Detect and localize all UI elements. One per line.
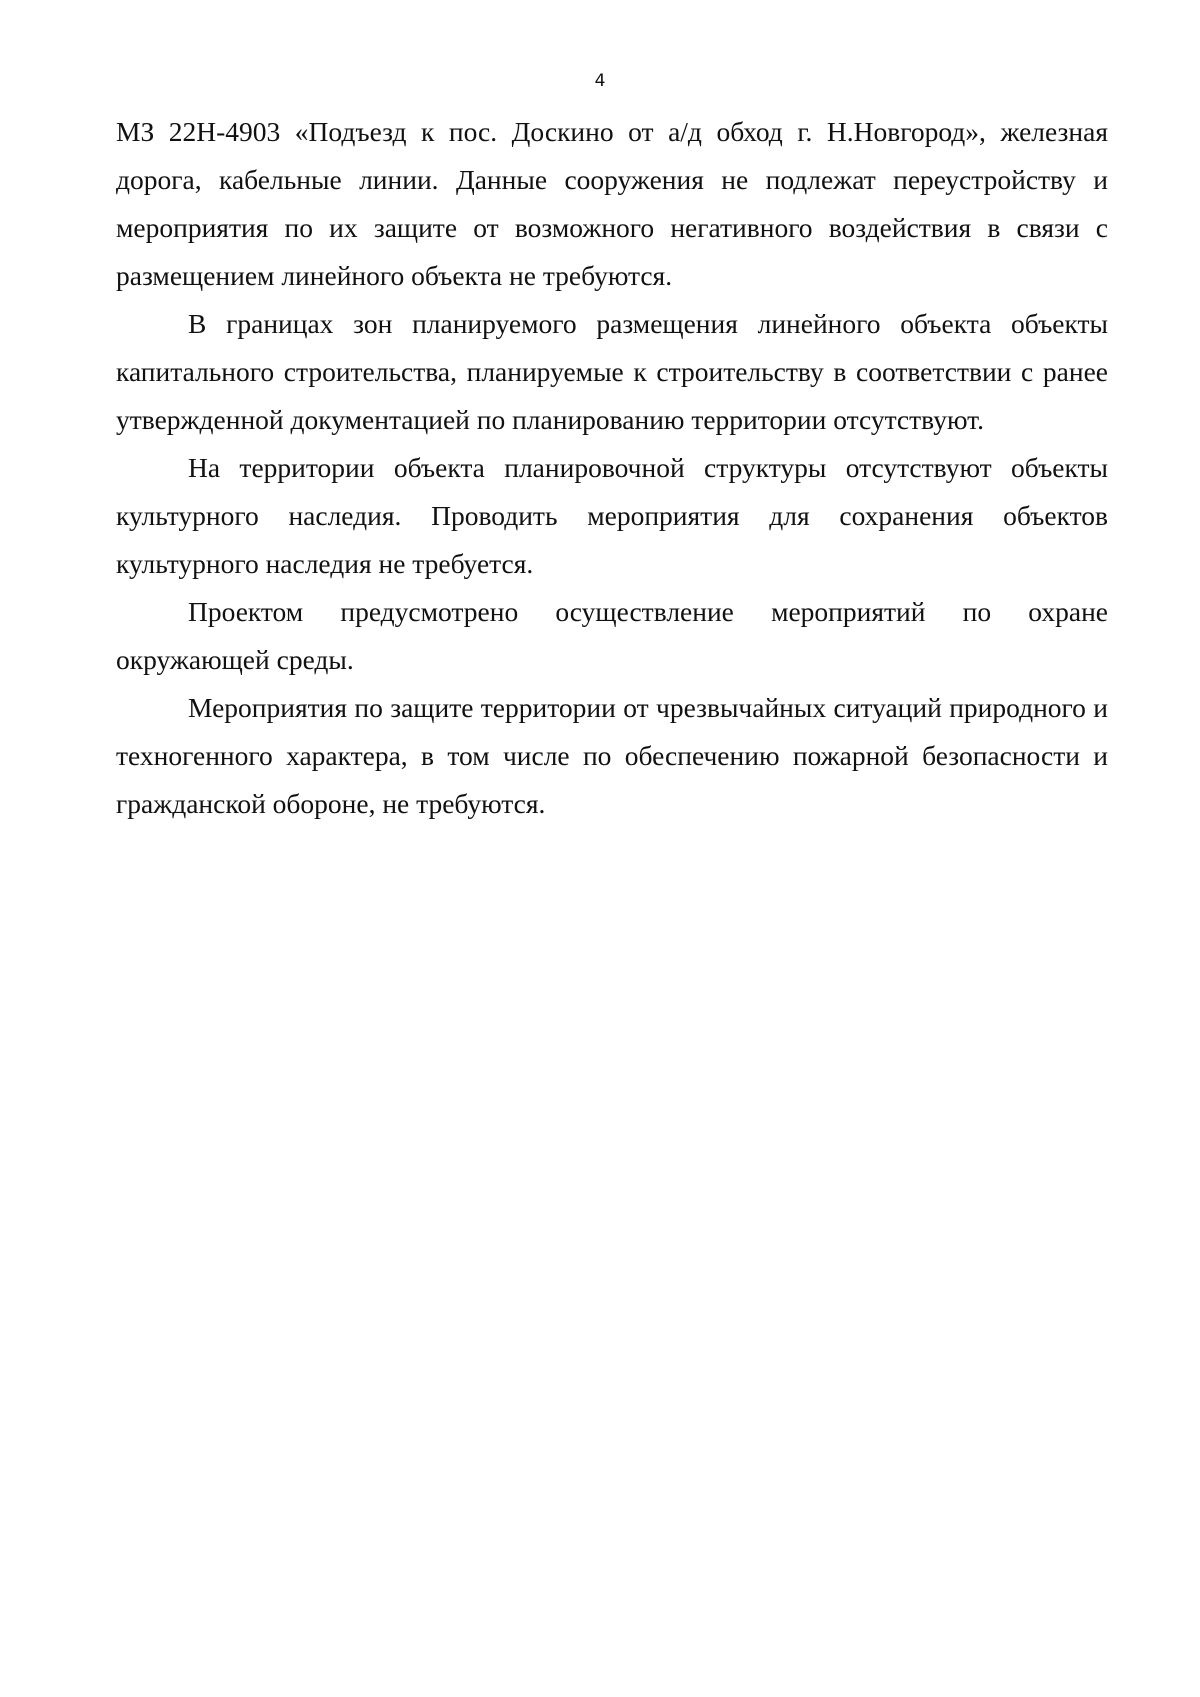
- paragraph-5: Мероприятия по защите территории от чрезвычайных ситуаций природного и техногенного характера, в том числе по обеспечению пожарной безопасности и гражданской обороне, не требуются.: [116, 692, 1108, 819]
- paragraph-4: Проектом предусмотрено осуществление мероприятий по охране окружающей среды.: [116, 596, 1108, 675]
- paragraph-3: На территории объекта планировочной структуры отсутствуют объекты культурного наследия. Проводить мероприятия для сохранения объектов культурного наследия не требуется.: [116, 452, 1108, 579]
- page-number: 4: [594, 71, 606, 91]
- document-body: [116, 108, 1108, 828]
- paragraph-1: МЗ 22Н-4903 «Подъезд к пос. Доскино от а/д обход г. Н.Новгород», железная дорога, кабельные линии. Данные сооружения не подлежат переустройству и мероприятия по их защите от возможного негативного воздействия в связи с размещением линейного объекта не требуются.: [116, 116, 1108, 291]
- paragraph-2: В границах зон планируемого размещения линейного объекта объекты капитального строительства, планируемые к строительству в соответствии с ранее утвержденной документацией по планированию территории отсутствуют.: [116, 308, 1108, 435]
